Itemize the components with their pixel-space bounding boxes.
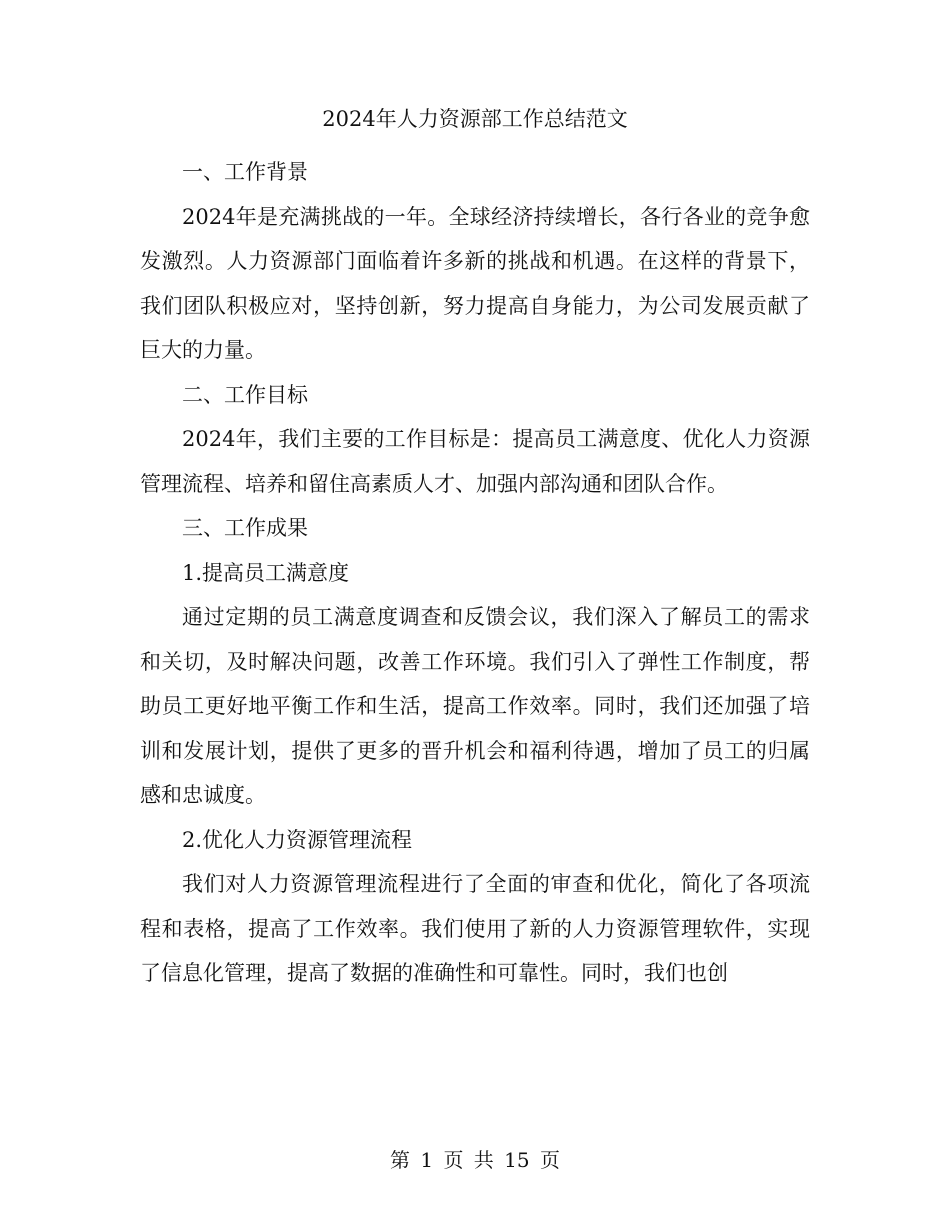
paragraph-process: 我们对人力资源管理流程进行了全面的审查和优化，简化了各项流程和表格，提高了工作效率。我们使用了新的人力资源管理软件，实现了信息化管理，提高了数据的准确性和可靠性。同时，我们也创	[140, 872, 810, 985]
subheading-satisfaction: 1.提高员工满意度	[182, 560, 350, 585]
document-body	[140, 150, 810, 996]
page-title: 2024年人力资源部工作总结范文	[322, 107, 628, 131]
paragraph-background: 2024年是充满挑战的一年。全球经济持续增长，各行各业的竞争愈发激烈。人力资源部门面临着许多新的挑战和机遇。在这样的背景下，我们团队积极应对，坚持创新，努力提高自身能力，为公司发展贡献了巨大的力量。	[140, 204, 810, 362]
paragraph-satisfaction: 通过定期的员工满意度调查和反馈会议，我们深入了解员工的需求和关切，及时解决问题，改善工作环境。我们引入了弹性工作制度，帮助员工更好地平衡工作和生活，提高工作效率。同时，我们还加强了培训和发展计划，提供了更多的晋升机会和福利待遇，增加了员工的归属感和忠诚度。	[140, 605, 810, 807]
page-footer: 第 1 页 共 15 页	[390, 1148, 560, 1172]
paragraph-goals: 2024年，我们主要的工作目标是：提高员工满意度、优化人力资源管理流程、培养和留住高素质人才、加强内部沟通和团队合作。	[140, 427, 810, 496]
section-heading-background: 一、工作背景	[182, 160, 308, 184]
subheading-process: 2.优化人力资源管理流程	[182, 827, 413, 852]
section-heading-results: 三、工作成果	[182, 516, 308, 540]
section-heading-goals: 二、工作目标	[182, 382, 308, 407]
